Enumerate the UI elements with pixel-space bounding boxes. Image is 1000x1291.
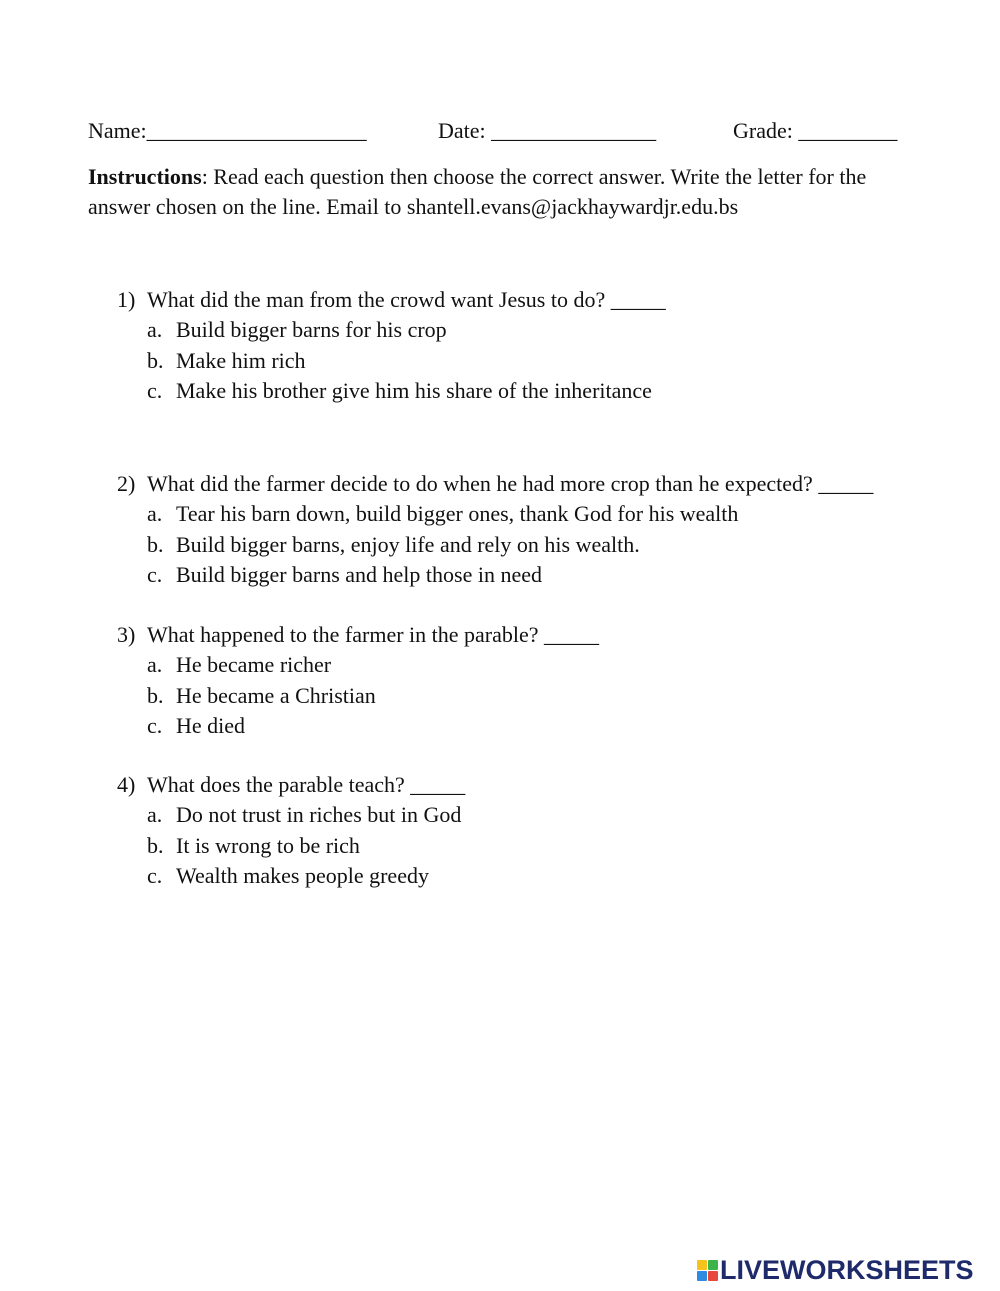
liveworksheets-blocks-icon [697,1260,718,1281]
liveworksheets-logo [697,1255,974,1285]
option-c [117,560,937,590]
option-b [117,831,937,861]
option-letter: c. [147,862,163,888]
question-1 [117,285,937,406]
question-number: 2) [117,471,136,496]
date-field-label[interactable]: Date: _______________ [438,118,657,143]
question-text[interactable]: What does the parable teach? _____ [147,772,466,797]
option-letter: b. [147,347,164,373]
instructions-paragraph [88,162,918,222]
option-letter: c. [147,561,163,587]
question-3 [117,620,937,741]
logo-block-yellow [697,1260,707,1270]
option-a [117,650,937,680]
option-text: Make his brother give him his share of the inheritance [176,377,652,403]
logo-block-green [708,1260,718,1270]
logo-block-red [708,1271,718,1281]
option-a [117,499,937,529]
option-letter: c. [147,712,163,738]
grade-field-label[interactable]: Grade: _________ [733,118,898,143]
question-number: 1) [117,287,136,312]
option-c [117,861,937,891]
option-text: He became richer [176,652,332,678]
option-text: Build bigger barns for his crop [176,317,447,343]
question-2 [117,469,937,590]
option-text: Build bigger barns and help those in need [176,561,542,587]
question-text[interactable]: What did the farmer decide to do when he had more crop than he expected? _____ [147,471,874,496]
option-text: He became a Christian [176,682,376,708]
option-text: Wealth makes people greedy [176,862,429,888]
question-number: 3) [117,622,136,647]
option-text: Do not trust in riches but in God [176,802,462,828]
option-b [117,530,937,560]
option-letter: b. [147,531,164,557]
option-text: Build bigger barns, enjoy life and rely on his wealth. [176,531,640,557]
option-text: He died [176,712,246,738]
option-letter: a. [147,802,163,828]
option-text: Tear his barn down, build bigger ones, thank God for his wealth [176,501,739,527]
option-letter: a. [147,501,163,527]
option-text: Make him rich [176,347,306,373]
question-text[interactable]: What happened to the farmer in the parable? _____ [147,622,600,647]
option-letter: b. [147,832,164,858]
option-letter: c. [147,377,163,403]
question-text[interactable]: What did the man from the crowd want Jesus to do? _____ [147,287,666,312]
logo-wordmark: LIVEWORKSHEETS [720,1255,974,1285]
option-letter: b. [147,682,164,708]
question-4 [117,770,937,891]
option-text: It is wrong to be rich [176,832,360,858]
logo-block-blue [697,1271,707,1281]
option-letter: a. [147,317,163,343]
option-a [117,315,937,345]
question-number: 4) [117,772,136,797]
instructions-text: : Read each question then choose the correct answer. Write the letter for the answer chosen on the line. Email to shantell.evans@jackhaywardjr.edu.bs [88,164,867,219]
option-c [117,711,937,741]
option-a [117,800,937,830]
option-c [117,376,937,406]
option-letter: a. [147,652,163,678]
option-b [117,346,937,376]
name-field-label[interactable]: Name:____________________ [88,118,367,143]
option-b [117,681,937,711]
instructions-label: Instructions [88,164,202,189]
